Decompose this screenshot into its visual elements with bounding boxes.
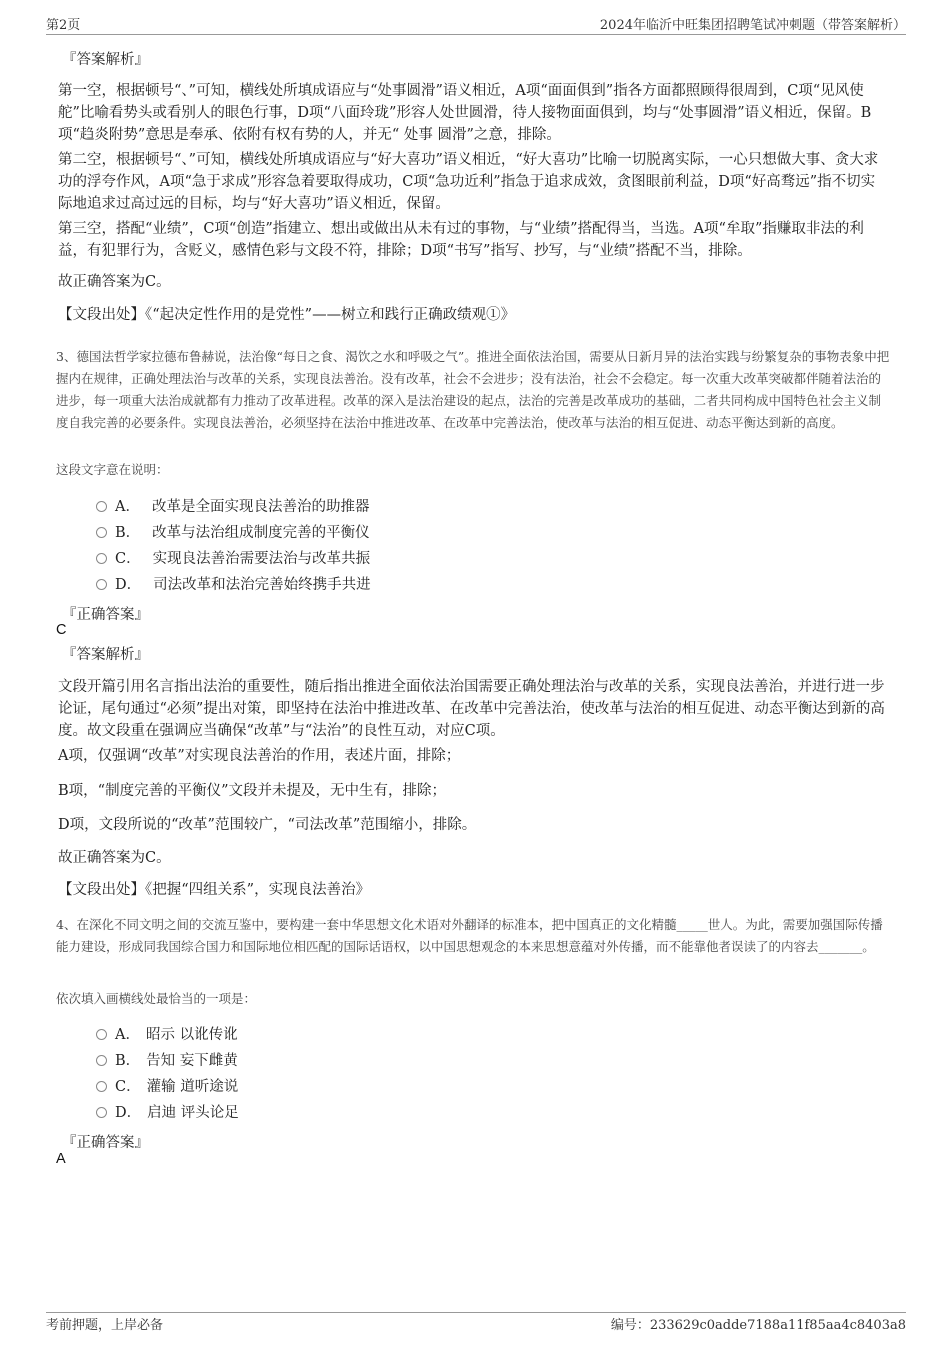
radio-icon[interactable] (96, 501, 107, 512)
option-key: B． (115, 1053, 141, 1069)
correct-answer-heading: 『正确答案』 (62, 607, 149, 623)
question-3-prompt: 这段文字意在说明： (56, 462, 169, 477)
source-citation: 【文段出处】《“起决定性作用的是党性”——树立和践行正确政绩观①》 (58, 307, 516, 323)
option-text: 司法改革和法治完善始终携手共进 (153, 577, 371, 593)
page-footer (46, 1314, 906, 1334)
option-a[interactable] (96, 497, 369, 517)
conclusion-text: 故正确答案为C。 (58, 850, 171, 866)
question-4-stem: 4、在深化不同文明之间的交流互鉴中，要构建一套中华思想文化术语对外翻译的标准本，把中国真正的文化精髓_____世人。为此，需要加强国际传播能力建设，形成同我国综合国力和国际地位相匹配的国际话语权，以中国思想观念的本来思想意蕴对外传播，而不能靠他者误读了的内容去_______。 (56, 917, 883, 954)
radio-icon[interactable] (96, 1029, 107, 1040)
radio-icon[interactable] (96, 579, 107, 590)
option-key: D． (115, 577, 142, 593)
option-text: 昭示 以讹传讹 (145, 1027, 238, 1043)
page-number: 第2页 (46, 18, 81, 33)
radio-icon[interactable] (96, 553, 107, 564)
option-text: 告知 妄下雌黄 (146, 1053, 238, 1069)
option-text: 实现良法善治需要法治与改革共振 (152, 551, 371, 567)
option-d[interactable] (96, 575, 371, 595)
option-c[interactable] (96, 549, 370, 569)
correct-answer: A (56, 1151, 66, 1167)
option-a[interactable] (96, 1025, 238, 1045)
option-text: 启迪 评头论足 (147, 1105, 239, 1121)
footer-slogan: 考前押题，上岸必备 (46, 1318, 164, 1333)
option-d[interactable] (96, 1103, 239, 1123)
conclusion-text: 故正确答案为C。 (58, 274, 171, 290)
correct-answer: C (56, 622, 67, 638)
option-key: D． (115, 1105, 142, 1121)
question-3-stem: 3、德国法哲学家拉德布鲁赫说，法治像“每日之食、渴饮之水和呼吸之气”。推进全面依法治国，需要从日新月异的法治实践与纷繁复杂的事物表象中把握内在规律，正确处理法治与改革的关系，实现良法善治。没有改革，社会不会进步；没有法治，社会不会稳定。每一次重大改革突破都伴随着法治的进步，每一项重大法治成就都有力推动了改革进程。改革的深入是法治建设的起点，法治的完善是改革成功的基础，二者共同构成中国特色社会主义制度自我完善的必要条件。实现良法善治，必须坚持在法治中推进改革、在改革中完善法治，使改革与法治的相互促进、动态平衡达到新的高度。 (56, 349, 890, 430)
option-text: 灌输 道听途说 (146, 1079, 239, 1095)
radio-icon[interactable] (96, 1081, 107, 1092)
analysis-paragraph: 文段开篇引用名言指出法治的重要性，随后指出推进全面依法治国需要正确处理法治与改革的关系，实现良法善治，并进行进一步论证，尾句通过“必须”提出对策，即坚持在法治中推进改革、在改革中完善法治，使改革与法治的相互促进、动态平衡达到新的高度。故文段重在强调应当确保“改革”与“法治”的良性互动，对应C项。 (58, 679, 885, 739)
question-4-prompt: 依次填入画横线处最恰当的一项是： (56, 991, 257, 1006)
radio-icon[interactable] (96, 1055, 107, 1066)
analysis-paragraph-2: 第二空，根据顿号“、”可知，横线处所填成语应与“好大喜功”语义相近，“好大喜功”比喻一切脱离实际，一心只想做大事、贪大求功的浮夸作风，A项“急于求成”形容急着要取得成功，C项“急功近利”指急于追求成效，贪图眼前利益，D项“好高骛远”指不切实际地追求过高过远的目标，均与“好大喜功”语义相近，保留。 (58, 152, 879, 212)
option-key: C． (115, 1079, 141, 1095)
footer-divider (46, 1312, 906, 1313)
analysis-paragraph-1: 第一空，根据顿号“、”可知，横线处所填成语应与“处事圆滑”语义相近，A项“面面俱到”指各方面都照顾得很周到，C项“见风使舵”比喻看势头或看别人的眼色行事，D项“八面玲珑”形容人处世圆滑，待人接物面面俱到，均与“处事圆滑”语义相近，保留。B项“趋炎附势”意思是奉承、依附有权有势的人，并无“ 处事 圆滑”之意，排除。 (58, 83, 872, 143)
option-key: A． (115, 499, 140, 515)
option-text: 改革是全面实现良法善治的助推器 (151, 499, 370, 515)
analysis-paragraph-3: 第三空，搭配“业绩”，C项“创造”指建立、想出或做出从未有过的事物，与“业绩”搭配得当，当选。A项“牟取”指赚取非法的利益，有犯罪行为，含贬义，感情色彩与文段不符，排除；D项“书写”指写、抄写，与“业绩”搭配不当，排除。 (58, 221, 864, 259)
option-key: C． (115, 551, 141, 567)
analysis-option-b: B项，“制度完善的平衡仪”文段并未提及，无中生有，排除； (58, 783, 446, 799)
page-header (46, 14, 906, 34)
option-key: A． (115, 1027, 140, 1043)
analysis-option-d: D项，文段所说的“改革”范围较广，“司法改革”范围缩小，排除。 (58, 817, 477, 833)
document-id: 编号：233629c0adde7188a11f85aa4c8403a8 (610, 1318, 906, 1333)
option-text: 改革与法治组成制度完善的平衡仪 (152, 525, 370, 541)
radio-icon[interactable] (96, 1107, 107, 1118)
source-citation: 【文段出处】《把握“四组关系”，实现良法善治》 (58, 882, 371, 898)
radio-icon[interactable] (96, 527, 107, 538)
option-key: B． (115, 525, 141, 541)
analysis-option-a: A项，仅强调“改革”对实现良法善治的作用，表述片面，排除； (58, 748, 461, 764)
analysis-heading: 『答案解析』 (62, 52, 149, 68)
analysis-heading: 『答案解析』 (62, 647, 149, 663)
header-divider (46, 34, 906, 35)
correct-answer-heading: 『正确答案』 (62, 1135, 149, 1151)
document-title: 2024年临沂中旺集团招聘笔试冲刺题（带答案解析） (599, 18, 906, 33)
option-b[interactable] (96, 523, 370, 543)
option-b[interactable] (96, 1051, 238, 1071)
option-c[interactable] (96, 1077, 238, 1097)
